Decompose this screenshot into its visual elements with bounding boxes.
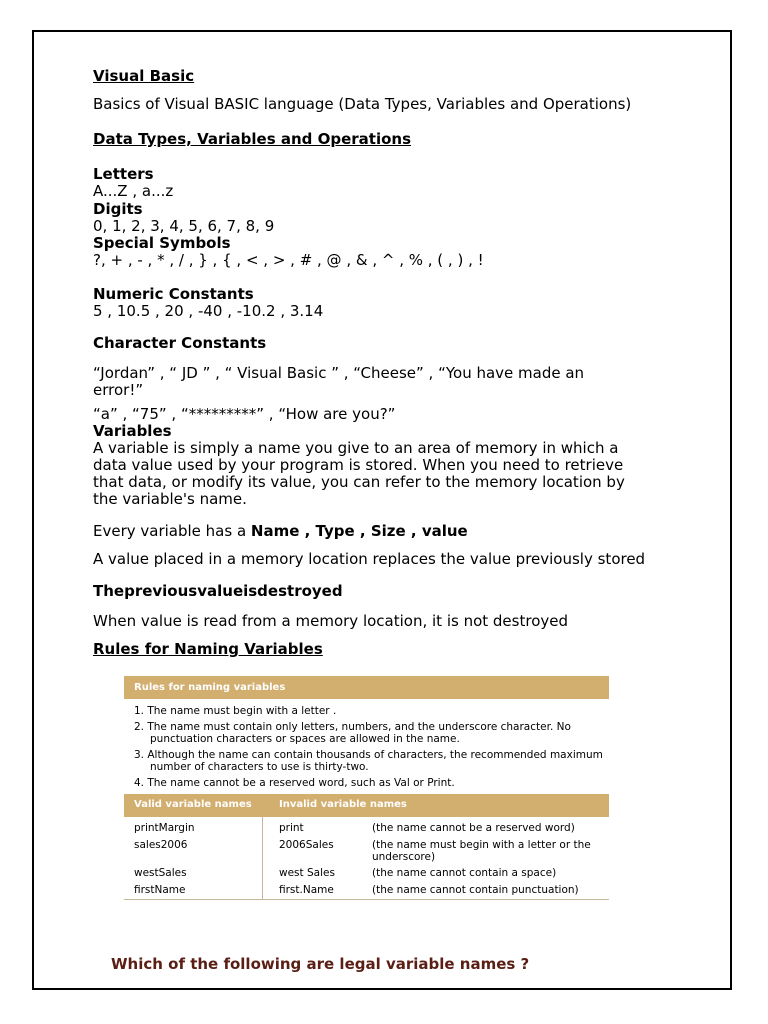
- character-constants-heading: Character Constants: [93, 334, 267, 352]
- valid-name: westSales: [134, 867, 187, 879]
- variables-heading: Variables: [93, 422, 172, 440]
- rule-item: 3. Although the name can contain thousands of characters, the recommended maximum number of characters to use is thirty-two.: [134, 749, 603, 773]
- rule-item: 1. The name must begin with a letter .: [134, 705, 337, 717]
- rules-heading: Rules for Naming Variables: [93, 640, 323, 658]
- special-symbols-heading: Special Symbols: [93, 234, 231, 252]
- valid-name: printMargin: [134, 822, 195, 834]
- numeric-constants-value: 5 , 10.5 , 20 , -40 , -10.2 , 3.14: [93, 302, 324, 320]
- numeric-constants-heading: Numeric Constants: [93, 285, 254, 303]
- digits-value: 0, 1, 2, 3, 4, 5, 6, 7, 8, 9: [93, 217, 275, 235]
- column-divider: [262, 817, 263, 900]
- destroyed-text: Thepreviousvalueisdestroyed: [93, 582, 343, 600]
- rules-table-header-label: Rules for naming variables: [134, 682, 286, 693]
- invalid-reason: (the name cannot contain a space): [372, 867, 557, 879]
- every-variable-text: [93, 523, 468, 540]
- every-variable-prefix: Every variable has a: [93, 522, 251, 540]
- special-symbols-value: ?, + , - , * , / , } , { , < , > , # , @ , & , ^ , % , ( , ) , !: [93, 251, 484, 269]
- valid-name: sales2006: [134, 839, 188, 851]
- invalid-name: first.Name: [279, 884, 334, 896]
- rules-table-header: [124, 676, 609, 699]
- table-bottom-border: [124, 899, 609, 900]
- every-variable-attributes: Name , Type , Size , value: [250, 522, 468, 540]
- doc-title: Visual Basic: [93, 67, 195, 85]
- invalid-name: 2006Sales: [279, 839, 334, 851]
- read-text: When value is read from a memory location, it is not destroyed: [93, 612, 568, 630]
- invalid-reason: (the name must begin with a letter or the underscore): [372, 839, 591, 863]
- character-constants-line1: “Jordan” , “ JD ” , “ Visual Basic ” , “Cheese” , “You have made an error!”: [93, 364, 585, 399]
- rule-item: 4. The name cannot be a reserved word, such as Val or Print.: [134, 777, 455, 789]
- variables-description: A variable is simply a name you give to an area of memory in which a data value used by your program is stored. When you need to retrieve that data, or modify its value, you can refer to the memory location by the variable's name.: [93, 439, 625, 508]
- invalid-reason: (the name cannot contain punctuation): [372, 884, 579, 896]
- rule-item: 2. The name must contain only letters, numbers, and the underscore character. No punctuation characters or spaces are allowed in the name.: [134, 721, 571, 745]
- rules-list: [124, 699, 609, 793]
- letters-value: A...Z , a...z: [93, 182, 174, 200]
- valid-names-header: Valid variable names: [134, 799, 252, 810]
- invalid-names-header: Invalid variable names: [279, 799, 407, 810]
- character-constants-line2: “a” , “75” , “*********” , “How are you?”: [93, 405, 396, 423]
- rules-table: [124, 676, 609, 900]
- names-table-header: [124, 794, 609, 817]
- letters-heading: Letters: [93, 165, 154, 183]
- replace-text: A value placed in a memory location replaces the value previously stored: [93, 550, 646, 568]
- invalid-name: west Sales: [279, 867, 335, 879]
- digits-heading: Digits: [93, 200, 143, 218]
- section-heading: Data Types, Variables and Operations: [93, 130, 412, 148]
- invalid-reason: (the name cannot be a reserved word): [372, 822, 575, 834]
- intro-text: Basics of Visual BASIC language (Data Types, Variables and Operations): [93, 95, 632, 113]
- question-text: Which of the following are legal variable names ?: [111, 955, 530, 973]
- valid-name: firstName: [134, 884, 186, 896]
- invalid-name: print: [279, 822, 304, 834]
